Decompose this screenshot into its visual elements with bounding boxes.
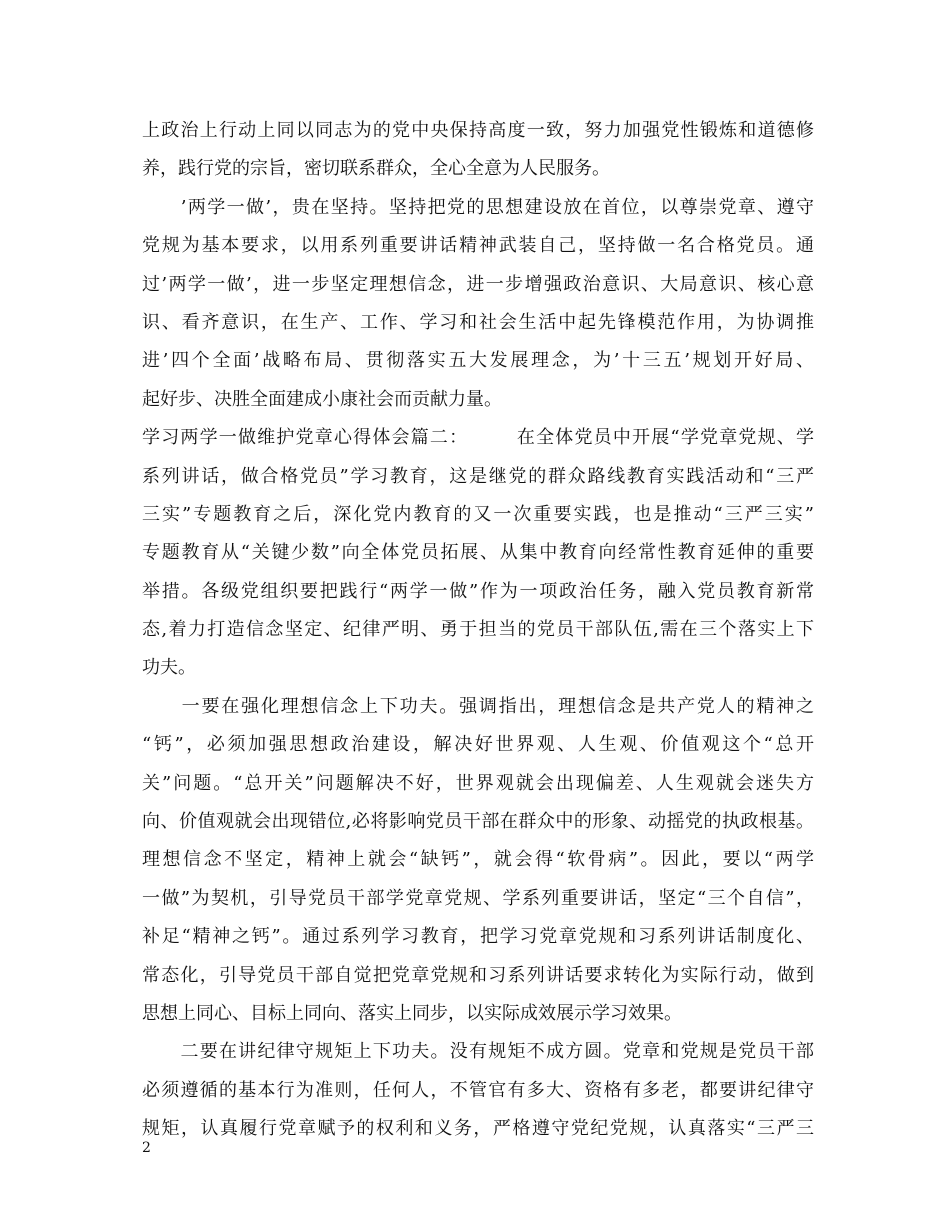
text-line: 识、看齐意识，在生产、工作、学习和社会生活中起先锋模范作用，为协调推 [142, 311, 814, 333]
text-line: 进’四个全面’战略布局、贯彻落实五大发展理念，为’十三五’规划开好局、 [142, 350, 814, 372]
text-line: 一要在强化理想信念上下功夫。强调指出，理想信念是共产党人的精神之 [142, 695, 814, 717]
body-text [142, 112, 814, 1149]
text-line: 上政治上行动上同以同志为的党中央保持高度一致，努力加强党性锻炼和道德修 [142, 120, 814, 141]
text-line: 系列讲话，做合格党员”学习教育，这是继党的群众路线教育实践活动和“三严 [142, 465, 814, 487]
text-line: 功夫。 [142, 657, 196, 679]
text-line: 理想信念不坚定，精神上就会“缺钙”，就会得“软骨病”。因此，要以“两学 [142, 849, 814, 871]
text-line: “钙”，必须加强思想政治建设，解决好世界观、人生观、价值观这个“总开 [142, 734, 814, 756]
page-number: 2 [142, 1140, 151, 1156]
text-line: 常态化，引导党员干部自觉把党章党规和习系列讲话要求转化为实际行动，做到 [142, 964, 814, 986]
text-line: 补足“精神之钙”。通过系列学习教育，把学习党章党规和习系列讲话制度化、 [142, 926, 814, 948]
text-line: 起好步、决胜全面建成小康社会而贡献力量。 [142, 388, 502, 410]
text-line: ’两学一做’，贵在坚持。坚持把党的思想建设放在首位，以尊崇党章、遵守 [142, 196, 814, 218]
text-line: 规矩，认真履行党章赋予的权利和义务，严格遵守党纪党规，认真落实“三严三 [142, 1118, 814, 1140]
text-line: 党规为基本要求，以用系列重要讲话精神武装自己，坚持做一名合格党员。通 [142, 235, 814, 257]
text-line: 思想上同心、目标上同向、落实上同步，以实际成效展示学习效果。 [142, 1002, 682, 1024]
text-line: 态,着力打造信念坚定、纪律严明、勇于担当的党员干部队伍,需在三个落实上下 [142, 619, 814, 641]
text-line: 专题教育从“关键少数”向全体党员拓展、从集中教育向经常性教育延伸的重要 [142, 542, 814, 564]
text-line: 二要在讲纪律守规矩上下功夫。没有规矩不成方圆。党章和党规是党员干部 [142, 1041, 814, 1063]
text-line: 必须遵循的基本行为准则，任何人，不管官有多大、资格有多老，都要讲纪律守 [142, 1079, 814, 1101]
text-line: 向、价值观就会出现错位,必将影响党员干部在群众中的形象、动摇党的执政根基。 [142, 811, 814, 833]
text-line: 关”问题。“总开关”问题解决不好，世界观就会出现偏差、人生观就会迷失方 [142, 772, 814, 794]
text-line: 学习两学一做维护党章心得体会篇二： 在全体党员中开展“学党章党规、学 [142, 427, 814, 449]
text-line: 举措。各级党组织要把践行“两学一做”作为一项政治任务，融入党员教育新常 [142, 580, 814, 602]
text-line: 养，践行党的宗旨，密切联系群众，全心全意为人民服务。 [142, 158, 610, 180]
text-line: 三实”专题教育之后，深化党内教育的又一次重要实践，也是推动“三严三实” [142, 503, 814, 525]
text-line: 一做”为契机，引导党员干部学党章党规、学系列重要讲话，坚定“三个自信”， [142, 887, 814, 909]
text-line: 过’两学一做’，进一步坚定理想信念，进一步增强政治意识、大局意识、核心意 [142, 273, 814, 295]
